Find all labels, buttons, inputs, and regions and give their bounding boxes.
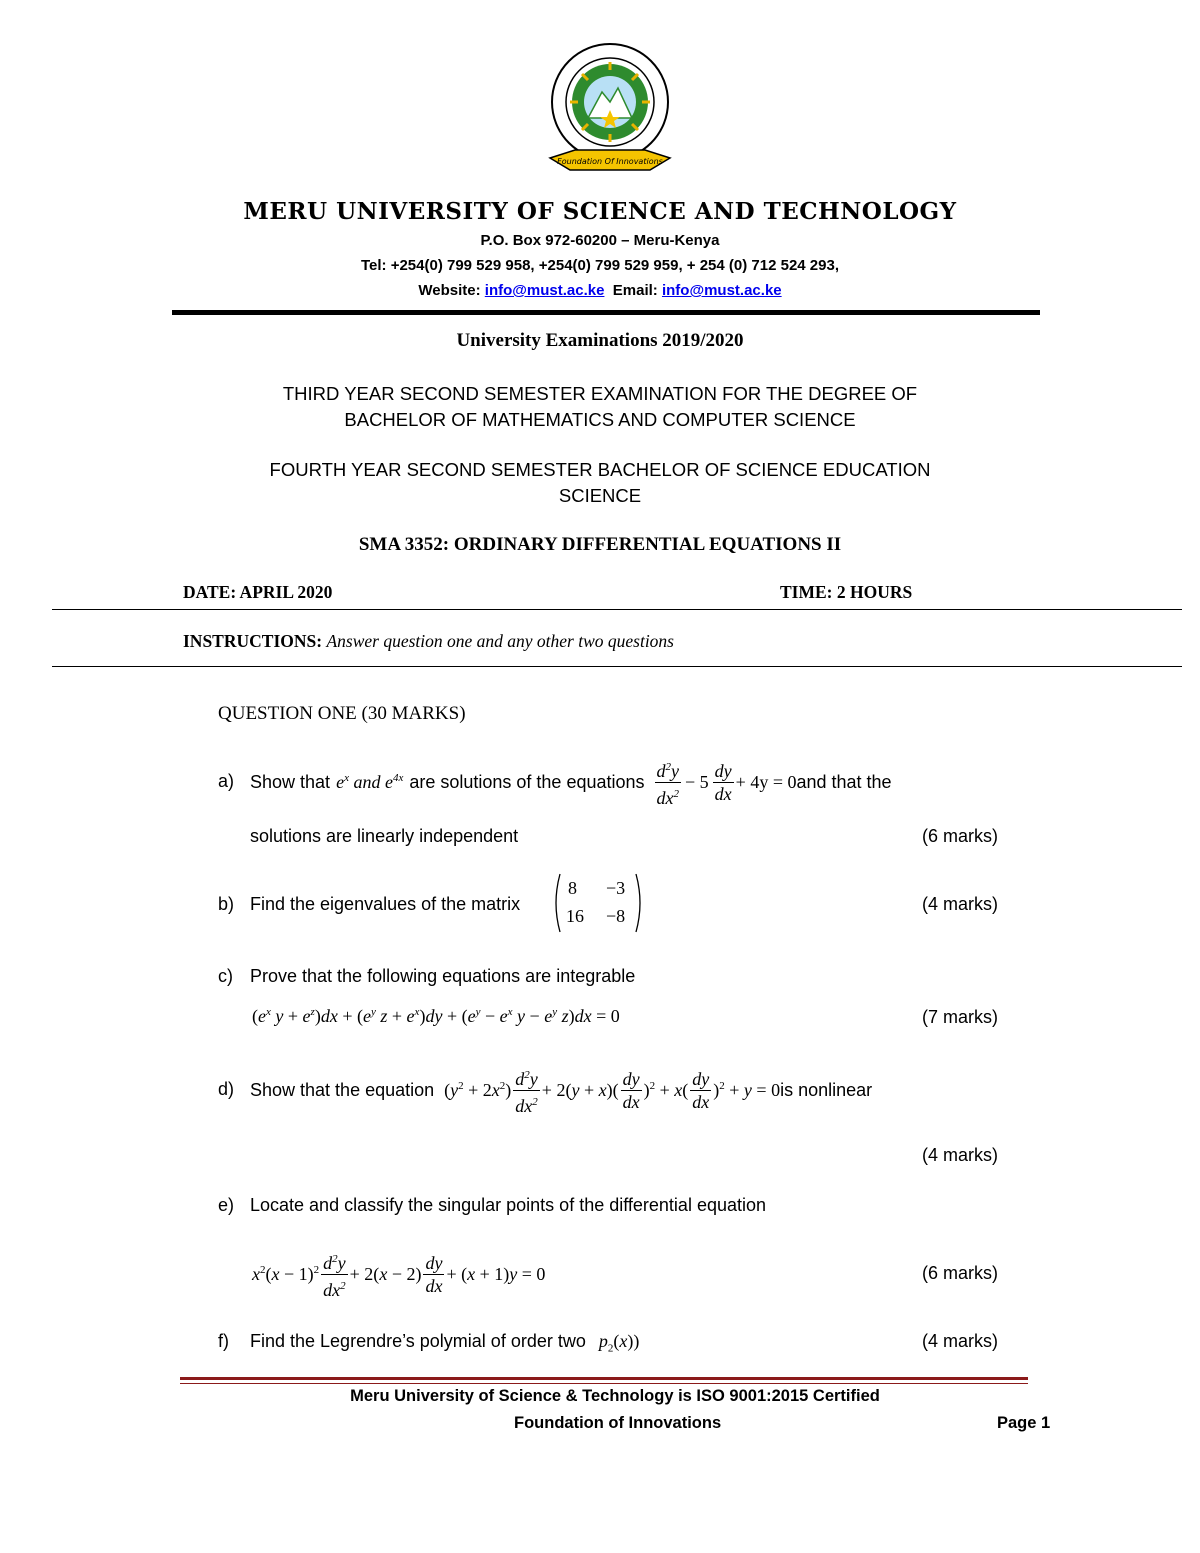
q1c-letter: c) (218, 966, 233, 986)
q1a-letter: a) (218, 771, 235, 791)
university-contacts (0, 282, 1200, 299)
email-link[interactable]: info@must.ac.ke (661, 282, 782, 299)
q1d-statement (250, 1062, 872, 1118)
footer-certification: Meru University of Science & Technology is ISO 9001:2015 Certified (350, 1387, 880, 1405)
page-number: Page 1 (997, 1414, 1051, 1432)
footer-divider-thick (180, 1377, 1028, 1380)
footer-divider-thin (180, 1383, 1028, 1384)
programme-line-4: SCIENCE (558, 485, 642, 506)
q1a-text-4: solutions are linearly independent (250, 826, 519, 846)
q1d-letter: d) (218, 1079, 235, 1099)
matrix-cell-21: 16 (566, 906, 584, 926)
programme-line-2: BACHELOR OF MATHEMATICS AND COMPUTER SCIENCE (344, 409, 856, 430)
q1e-text: Locate and classify the singular points of the differential equation (250, 1195, 767, 1215)
exam-session: University Examinations 2019/2020 (456, 330, 744, 351)
q1a-text-3: and that the (796, 771, 892, 792)
university-address: P.O. Box 972-60200 – Meru-Kenya (480, 232, 720, 249)
website-link[interactable]: info@must.ac.ke (484, 282, 605, 299)
q1e-equation: $x^2(x - 1)^2$ $\frac{d^2y}{dx^2}$ + 2(x − 2) $\frac{dy}{dx}$ + (x + 1)y = 0 (252, 1246, 545, 1302)
divider-top (52, 609, 1182, 610)
q1f-statement (250, 1331, 639, 1355)
university-logo (540, 40, 680, 190)
q1a-text-1: Show that (250, 771, 331, 792)
question-one-title: QUESTION ONE (30 MARKS) (218, 703, 466, 724)
header-divider (172, 310, 1040, 315)
university-name: MERU UNIVERSITY OF SCIENCE AND TECHNOLOGY (243, 198, 957, 225)
q1c-equation: ($e^x$ $y + e^z)dx + (e^y$ $z + e^x)dy + (e^y - e^x$ $y - e^y$ z)dx = 0 (252, 1006, 620, 1026)
programme-line-1: THIRD YEAR SECOND SEMESTER EXAMINATION FOR THE DEGREE OF (282, 383, 918, 404)
q1a-statement (250, 754, 892, 810)
q1d-text-2: is nonlinear (780, 1079, 873, 1100)
q1d-equation: $(y^2 + 2x^2)$ $\frac{d^2y}{dx^2}$ + 2(y + x)( $\frac{dy}{dx}$ )$^2$ + x( $\frac{dy}{dx}$ )$^2$ + y = 0 (444, 1064, 780, 1117)
q1d-marks: (4 marks) (922, 1145, 998, 1165)
q1a-equation: $\frac{d^2y}{dx^2}$ − 5 $\frac{dy}{dx}$ + 4y = 0 (653, 756, 797, 809)
instructions-text: Answer question one and any other two questions (326, 631, 674, 651)
instructions-label: INSTRUCTIONS: (183, 631, 323, 651)
q1c-marks: (7 marks) (922, 1007, 998, 1027)
q1b-letter: b) (218, 894, 235, 914)
q1f-letter: f) (218, 1331, 229, 1351)
exam-time: TIME: 2 HOURS (780, 582, 913, 602)
q1f-marks: (4 marks) (922, 1331, 998, 1351)
exam-date: DATE: APRIL 2020 (183, 582, 333, 602)
q1a-marks: (6 marks) (922, 826, 998, 846)
q1a-text-2: are solutions of the equations (409, 771, 645, 792)
q1b-marks: (4 marks) (922, 894, 998, 914)
footer-motto: Foundation of Innovations (514, 1414, 722, 1432)
q1e-marks: (6 marks) (922, 1263, 998, 1283)
website-label: Website: (418, 282, 481, 299)
matrix-cell-12: −3 (606, 878, 626, 898)
q1b-text: Find the eigenvalues of the matrix (250, 894, 521, 914)
q1f-text: Find the Legrendre’s polymial of order two (250, 1331, 586, 1351)
university-tel: Tel: +254(0) 799 529 958, +254(0) 799 529 959, + 254 (0) 712 524 293, (360, 257, 839, 274)
q1a-math-1: $e^x$ and $e^{4x}$ (336, 771, 404, 792)
programme-line-3: FOURTH YEAR SECOND SEMESTER BACHELOR OF SCIENCE EDUCATION (269, 459, 931, 480)
q1f-math: $p_2(x)$) (598, 1331, 640, 1355)
matrix-cell-11: 8 (568, 878, 577, 898)
q1c-text: Prove that the following equations are integrable (250, 966, 636, 986)
email-label: Email: (612, 282, 658, 299)
q1b-matrix (552, 872, 644, 934)
instructions (183, 631, 674, 652)
q1e-letter: e) (218, 1195, 235, 1215)
matrix-cell-22: −8 (606, 906, 626, 926)
q1d-text-1: Show that the equation (250, 1079, 435, 1100)
divider-bottom (52, 666, 1182, 667)
logo-motto-text: Foundation Of Innovations (557, 157, 663, 166)
course-title: SMA 3352: ORDINARY DIFFERENTIAL EQUATIONS II (358, 534, 842, 555)
